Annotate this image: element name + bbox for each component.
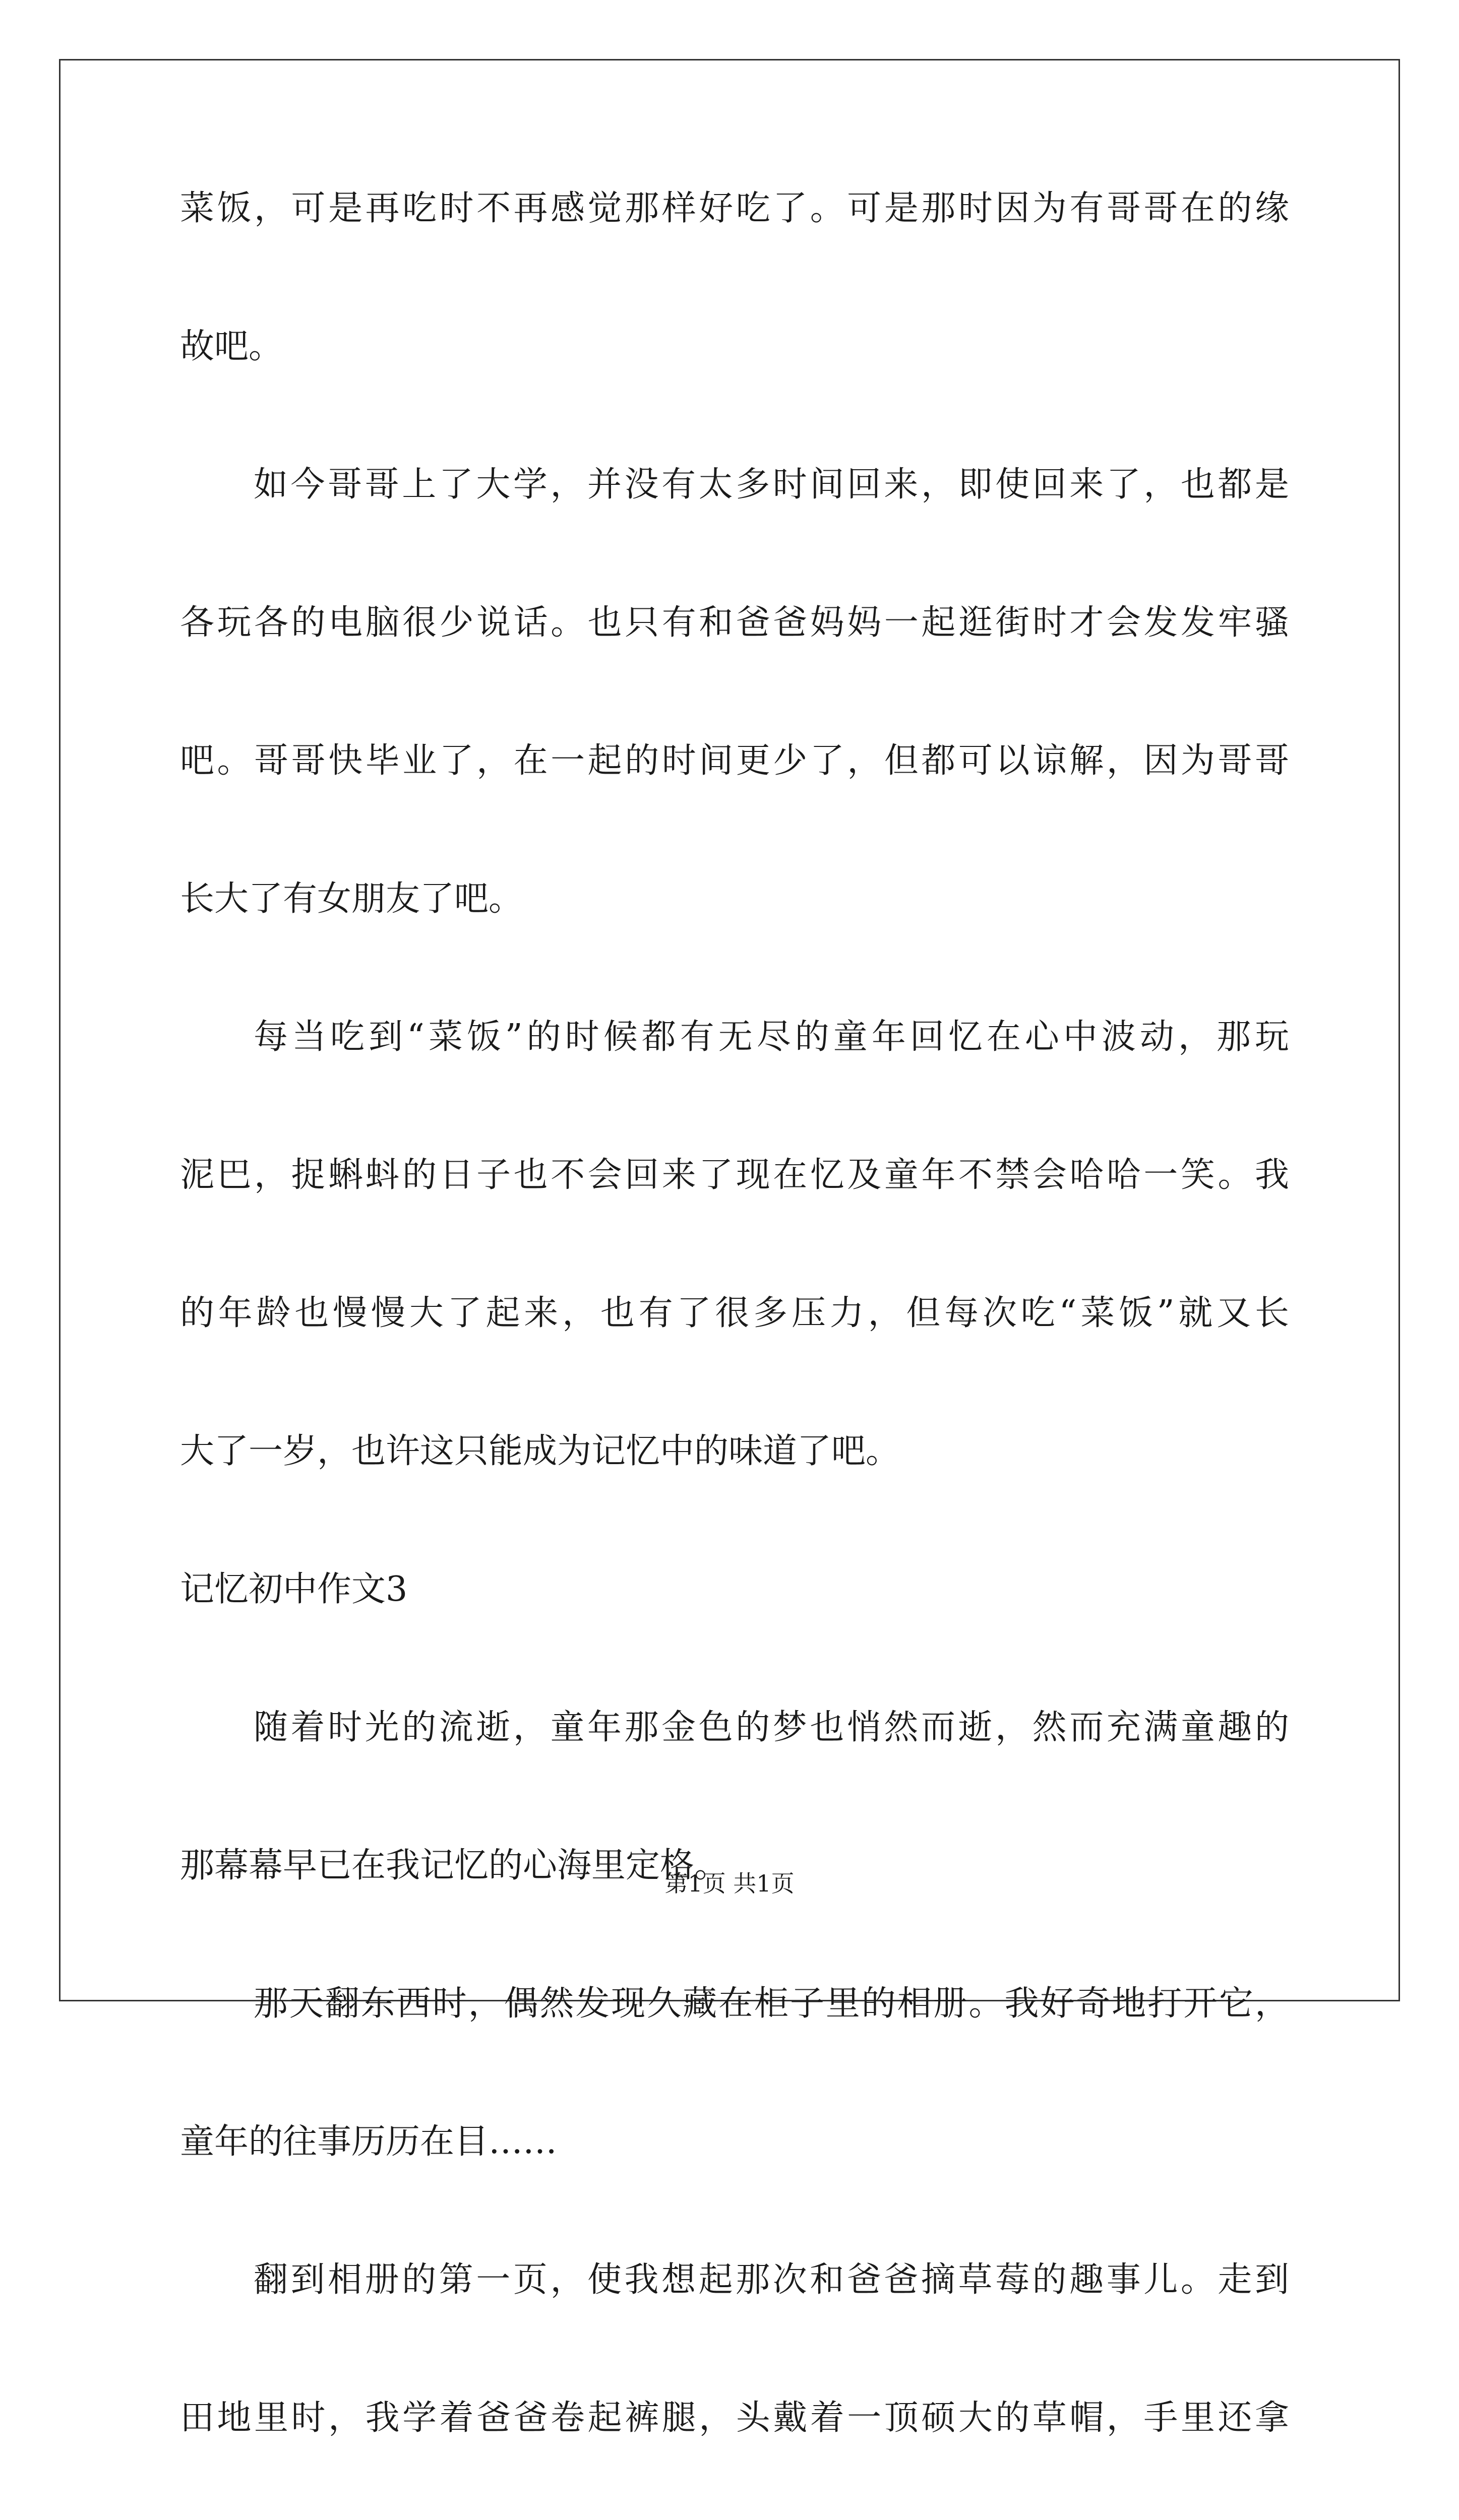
text-line: 那幕幕早已在我记忆的心海里定格。	[180, 1846, 729, 1885]
text-line: 长大了有女朋友了吧。	[180, 879, 523, 919]
text-line: 故吧。	[180, 327, 283, 366]
text-line: 吧。哥哥快毕业了，在一起的时间更少了，但都可以谅解，因为哥哥	[180, 741, 1289, 781]
document-body	[180, 188, 1289, 2520]
text-line: 翻到相册的第一页，使我想起那次和爸爸摘草莓的趣事儿。走到	[254, 2260, 1289, 2300]
text-line: 童年的往事历历在目……	[180, 2122, 558, 2162]
page-footer: 第1页 共1页	[664, 1870, 795, 1897]
text-line: 菜饭，可是再吃时不再感觉那样好吃了。可是那时因为有哥哥在的缘	[180, 188, 1289, 228]
text-line: 如今哥哥上了大学，并没有太多时间回来，即使回来了，也都是	[254, 465, 1289, 505]
text-line: 泥巴，捉蝌蚪的日子也不会回来了现在忆及童年不禁会哈哈一笑。我	[180, 1155, 1289, 1195]
text-line: 随着时光的流逝，童年那金色的梦也悄然而逝，然而充满童趣的	[254, 1708, 1289, 1747]
text-line: 各玩各的电脑很少说话。也只有和爸爸妈妈一起逛街时才会发发牢骚	[180, 603, 1289, 643]
text-line: 那天翻东西时，偶然发现久藏在柜子里的相册。我好奇地打开它，	[254, 1984, 1289, 2024]
text-line: 田地里时，我学着爸爸卷起裤腿，头戴着一顶硕大的草帽，手里还拿	[180, 2398, 1289, 2438]
text-line: 每当吃到“菜饭”的时候都有无尽的童年回忆在心中波动，那玩	[254, 1017, 1289, 1057]
text-line: 的年龄也慢慢大了起来，也有了很多压力，但每次吃“菜饭”就又长	[180, 1293, 1289, 1333]
section-heading: 记忆初中作文3	[180, 1569, 408, 1609]
text-line: 大了一岁，也许这只能成为记忆中的味道了吧。	[180, 1431, 900, 1471]
